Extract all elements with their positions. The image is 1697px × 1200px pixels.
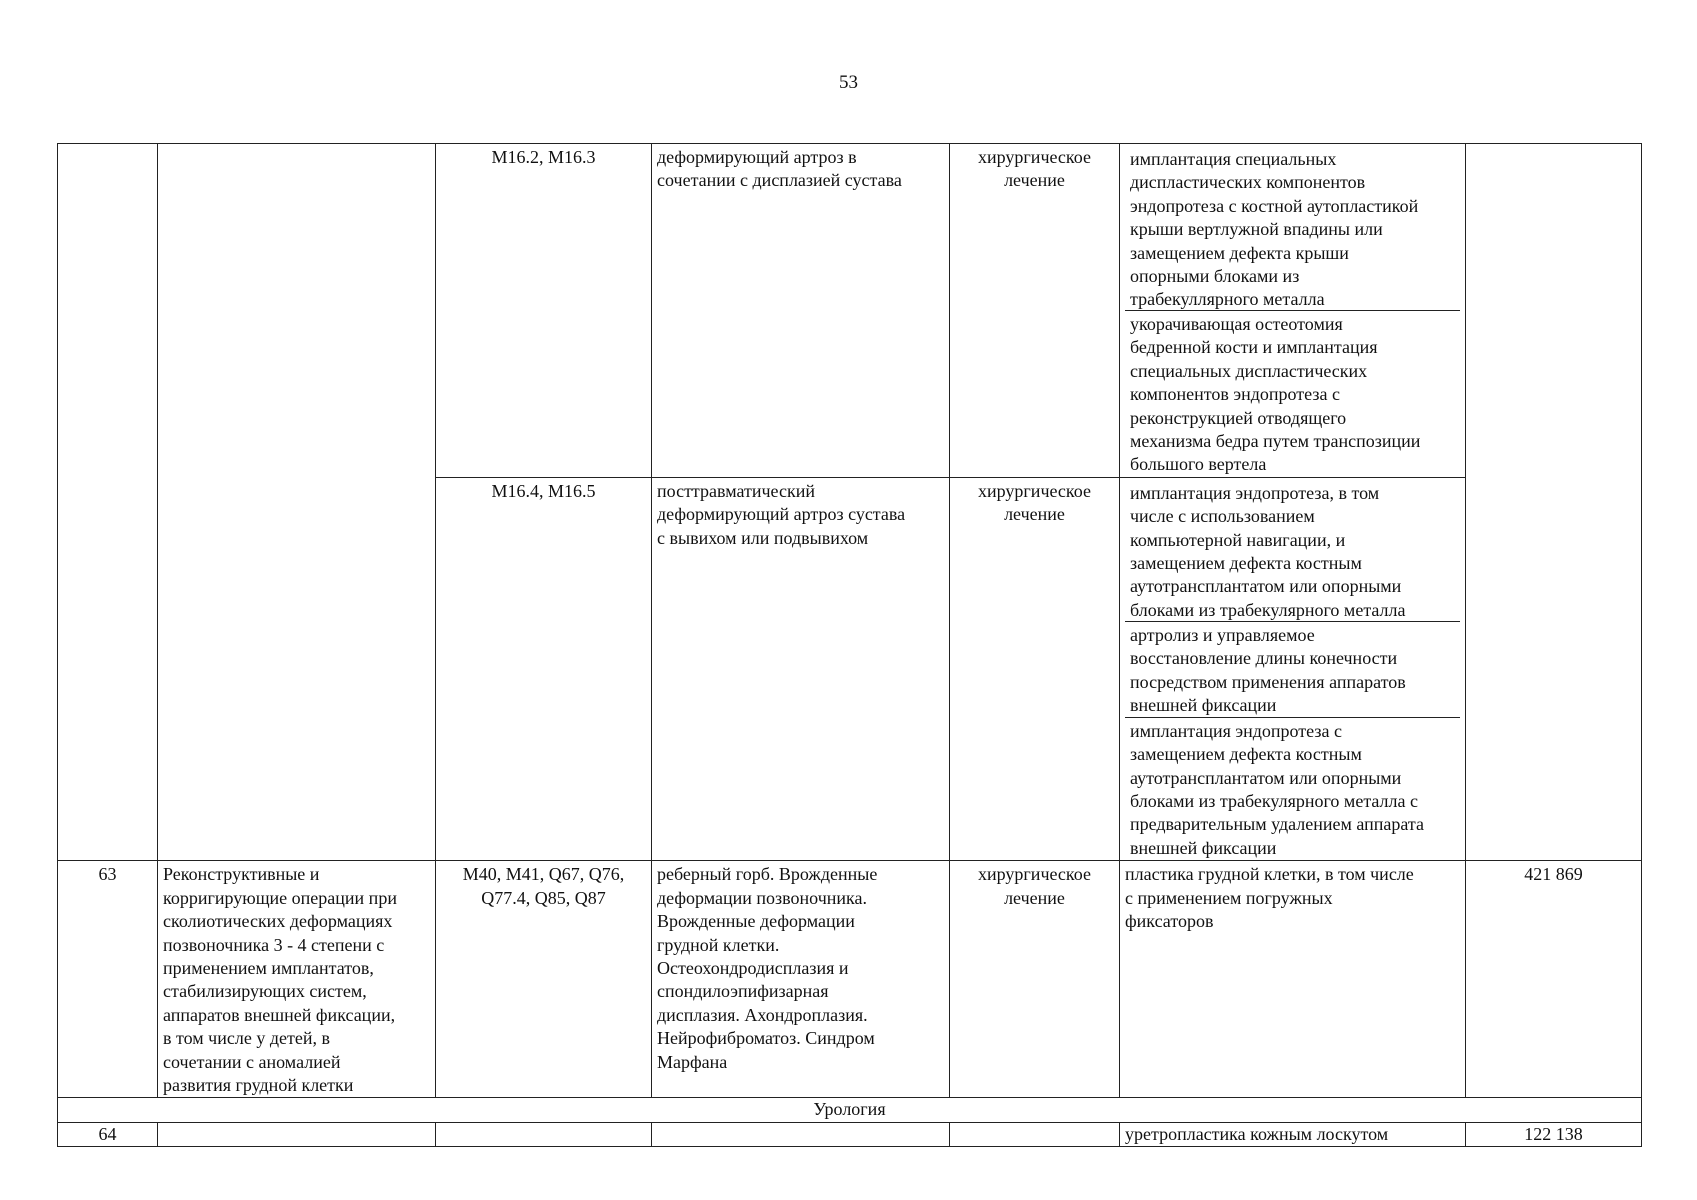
section-title: Урология [58,1098,1642,1122]
treatment-type: хирургическое лечение [950,477,1120,860]
care-type-name [158,144,436,861]
row-number: 63 [58,861,158,1098]
care-type-name: Реконструктивные и корригирующие операции при сколиотических деформациях позвоночника 3 - 4 степени с применением имплантатов, стабилизирующих систем, аппаратов внешней фиксации, в том числе у детей, в сочетании с аномалией развития грудной клетки [158,861,436,1098]
treatment-methods [1120,144,1466,478]
icd-codes [436,1122,652,1146]
table-row [58,144,1642,478]
care-methods-table [57,143,1642,1147]
table-row [58,861,1642,1098]
patient-model: деформирующий артроз в сочетании с дисплазией сустава [652,144,950,478]
cost: 421 869 [1466,861,1642,1098]
section-row [58,1098,1642,1122]
treatment-methods: пластика грудной клетки, в том числе с применением погружных фиксаторов [1120,861,1466,1098]
patient-model: посттравматический деформирующий артроз сустава с вывихом или подвывихом [652,477,950,860]
icd-codes: M16.4, M16.5 [436,477,652,860]
care-type-name [158,1122,436,1146]
icd-codes: M40, M41, Q67, Q76, Q77.4, Q85, Q87 [436,861,652,1098]
treatment-type: хирургическое лечение [950,861,1120,1098]
treatment-methods [1120,477,1466,860]
treatment-method: артролиз и управляемое восстановление длины конечности посредством применения аппаратов внешней фиксации [1125,622,1460,718]
row-number: 64 [58,1122,158,1146]
treatment-method: имплантация эндопротеза с замещением дефекта костным аутотрансплантатом или опорными блоками из трабекулярного металла с предварительным удалением аппарата внешней фиксации [1130,720,1424,858]
patient-model [652,1122,950,1146]
treatment-type: хирургическое лечение [950,144,1120,478]
treatment-method: имплантация эндопротеза, в том числе с использованием компьютерной навигации, и замещением дефекта костным аутотрансплантатом или опорными блоками из трабекулярного металла [1125,480,1460,622]
cost [1466,144,1642,861]
treatment-methods: уретропластика кожным лоскутом [1120,1122,1466,1146]
patient-model: реберный горб. Врожденные деформации позвоночника. Врожденные деформации грудной клетки. Остеохондродисплазия и спондилоэпифизарная дисплазия. Ахондроплазия. Нейрофиброматоз. Синдром Марфана [652,861,950,1098]
row-number [58,144,158,861]
cost: 122 138 [1466,1122,1642,1146]
page-number: 53 [839,72,858,93]
icd-codes: M16.2, M16.3 [436,144,652,478]
treatment-method: имплантация специальных диспластических компонентов эндопротеза с костной аутопластикой крыши вертлужной впадины или замещением дефекта крыши опорными блоками из трабекуллярного металла [1125,146,1460,311]
table-row [58,1122,1642,1146]
treatment-type [950,1122,1120,1146]
treatment-method: укорачивающая остеотомия бедренной кости и имплантация специальных диспластических компонентов эндопротеза с реконструкцией отводящего механизма бедра путем транспозиции большого вертела [1130,314,1421,475]
